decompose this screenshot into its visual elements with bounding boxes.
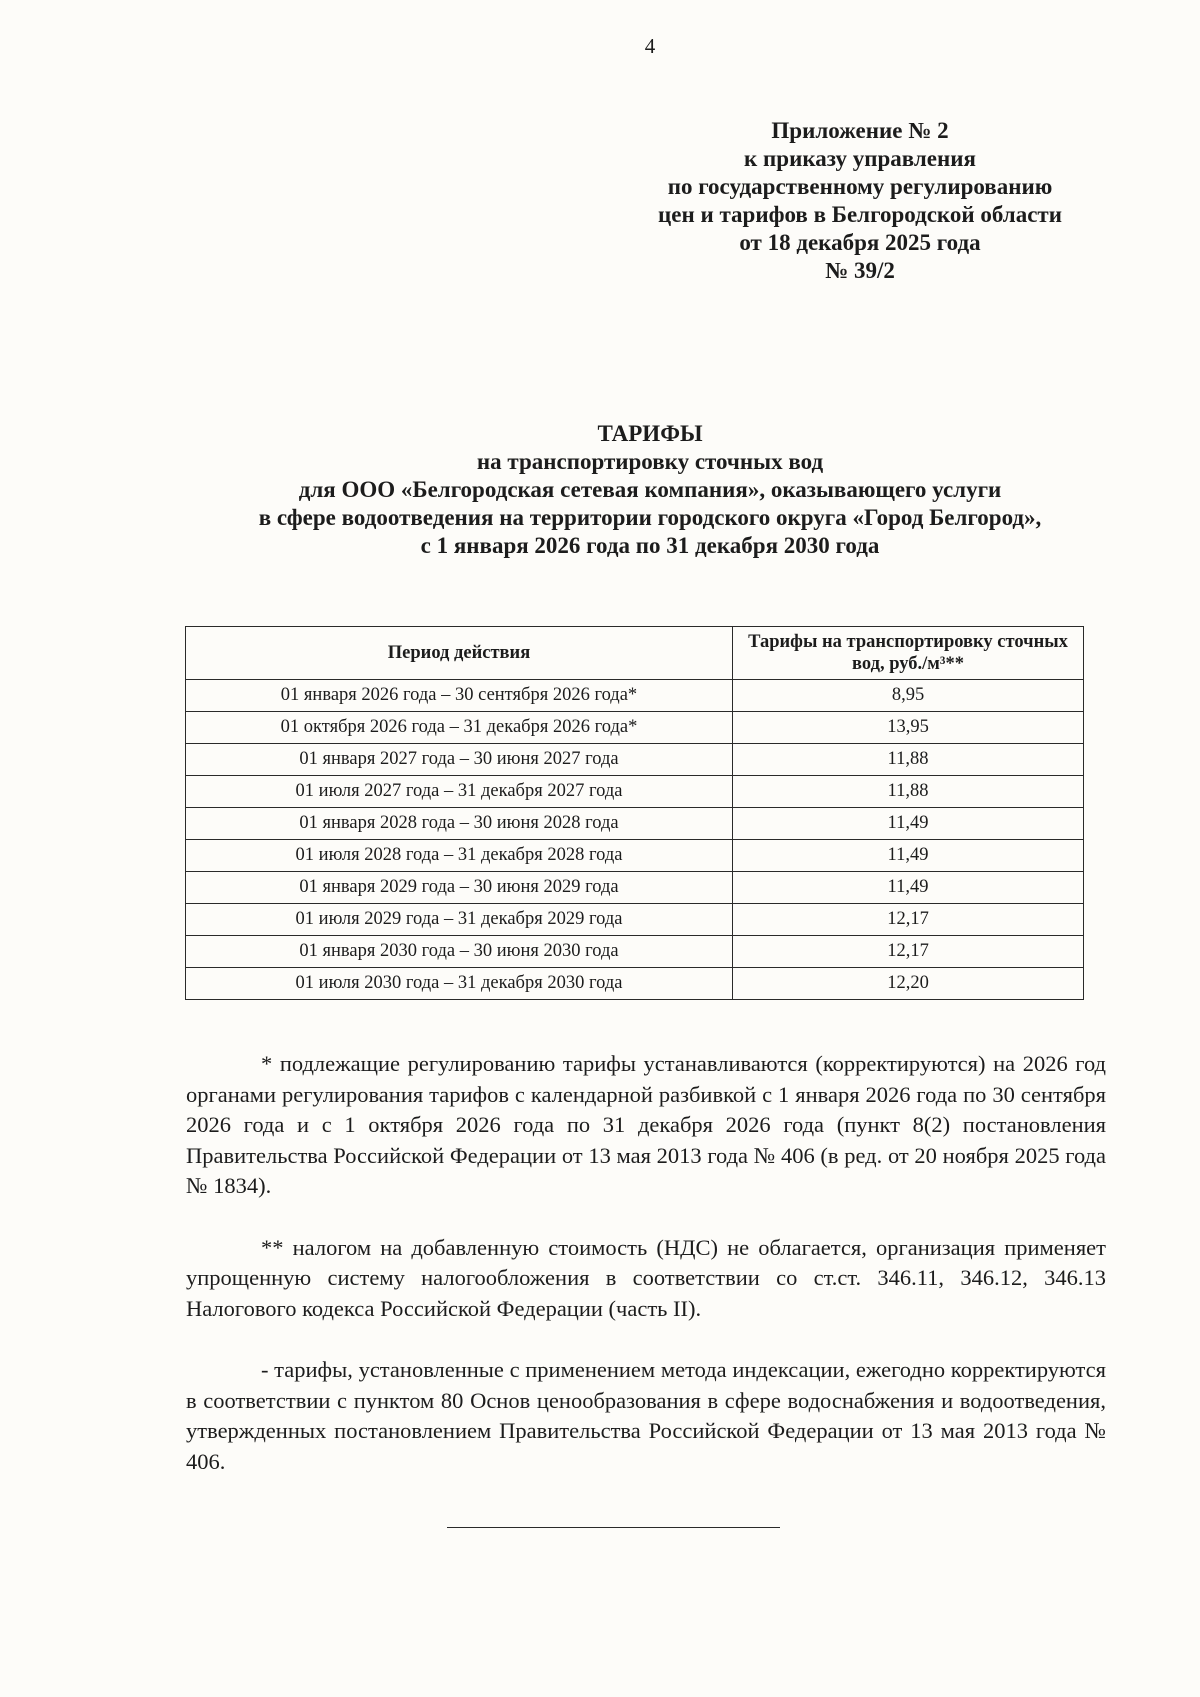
appendix-line: № 39/2	[825, 258, 895, 283]
period-cell: 01 января 2028 года – 30 июня 2028 года	[186, 808, 733, 840]
appendix-line: от 18 декабря 2025 года	[739, 230, 981, 255]
tariff-cell: 11,49	[733, 840, 1084, 872]
footnotes	[186, 1049, 1106, 1508]
tariff-cell: 8,95	[733, 680, 1084, 712]
title-line: на транспортировку сточных вод	[476, 449, 824, 474]
period-cell: 01 октября 2026 года – 31 декабря 2026 года*	[186, 712, 733, 744]
title-line: в сфере водоотведения на территории городского округа «Город Белгород»,	[258, 505, 1042, 530]
tariff-cell: 13,95	[733, 712, 1084, 744]
tariff-cell: 12,17	[733, 904, 1084, 936]
table-row	[186, 808, 1084, 840]
period-cell: 01 июля 2029 года – 31 декабря 2029 года	[186, 904, 733, 936]
period-cell: 01 июля 2028 года – 31 декабря 2028 года	[186, 840, 733, 872]
title-line: для ООО «Белгородская сетевая компания», оказывающего услуги	[298, 477, 1002, 502]
table-row	[186, 712, 1084, 744]
header-tariff: Тарифы на транспортировку сточных вод, руб./м³**	[733, 627, 1084, 680]
appendix-line: Приложение № 2	[771, 118, 949, 143]
appendix-line: по государственному регулированию	[667, 174, 1053, 199]
appendix-line: к приказу управления	[744, 146, 976, 171]
page-number: 4	[644, 34, 656, 58]
appendix-header	[620, 117, 1100, 285]
end-divider	[447, 1527, 780, 1528]
period-cell: 01 января 2027 года – 30 июня 2027 года	[186, 744, 733, 776]
period-cell: 01 июля 2030 года – 31 декабря 2030 года	[186, 968, 733, 1000]
table-row	[186, 840, 1084, 872]
period-cell: 01 января 2026 года – 30 сентября 2026 года*	[186, 680, 733, 712]
appendix-line: цен и тарифов в Белгородской области	[658, 202, 1062, 227]
title-line: с 1 января 2026 года по 31 декабря 2030 года	[420, 533, 880, 558]
tariff-table	[185, 626, 1084, 1000]
footnote-indexation: - тарифы, установленные с применением метода индексации, ежегодно корректируются в соответствии с пунктом 80 Основ ценообразования в сфере водоснабжения и водоотведения, утвержденных постановлением Правительства Российской Федерации от 13 мая 2013 года № 406.	[186, 1357, 1106, 1474]
footnote-vat-exempt: ** налогом на добавленную стоимость (НДС) не облагается, организация применяет упрощенную систему налогообложения в соответствии со ст.ст. 346.11, 346.12, 346.13 Налогового кодекса Российской Федерации (часть II).	[186, 1234, 1106, 1321]
tariff-cell: 12,17	[733, 936, 1084, 968]
tariff-cell: 11,88	[733, 776, 1084, 808]
footnote-vat-correction: * подлежащие регулированию тарифы устанавливаются (корректируются) на 2026 год органами регулирования тарифов с календарной разбивкой с 1 января 2026 года по 30 сентября 2026 года и с 1 октября 2026 года по 31 декабря 2026 года (пункт 8(2) постановления Правительства Российской Федерации от 13 мая 2013 года № 406 (в ред. от 20 ноября 2025 года № 1834).	[186, 1051, 1106, 1198]
table-row	[186, 872, 1084, 904]
period-cell: 01 января 2030 года – 30 июня 2030 года	[186, 936, 733, 968]
title-heading: ТАРИФЫ	[597, 421, 703, 446]
document-title	[150, 420, 1150, 560]
table-row	[186, 680, 1084, 712]
table-row	[186, 968, 1084, 1000]
tariff-cell: 11,49	[733, 808, 1084, 840]
table-row	[186, 904, 1084, 936]
table-row	[186, 776, 1084, 808]
table-header-row	[186, 627, 1084, 680]
period-cell: 01 июля 2027 года – 31 декабря 2027 года	[186, 776, 733, 808]
table-row	[186, 936, 1084, 968]
header-period: Период действия	[186, 627, 733, 680]
tariff-cell: 11,49	[733, 872, 1084, 904]
tariff-cell: 11,88	[733, 744, 1084, 776]
table-row	[186, 744, 1084, 776]
period-cell: 01 января 2029 года – 30 июня 2029 года	[186, 872, 733, 904]
tariff-cell: 12,20	[733, 968, 1084, 1000]
